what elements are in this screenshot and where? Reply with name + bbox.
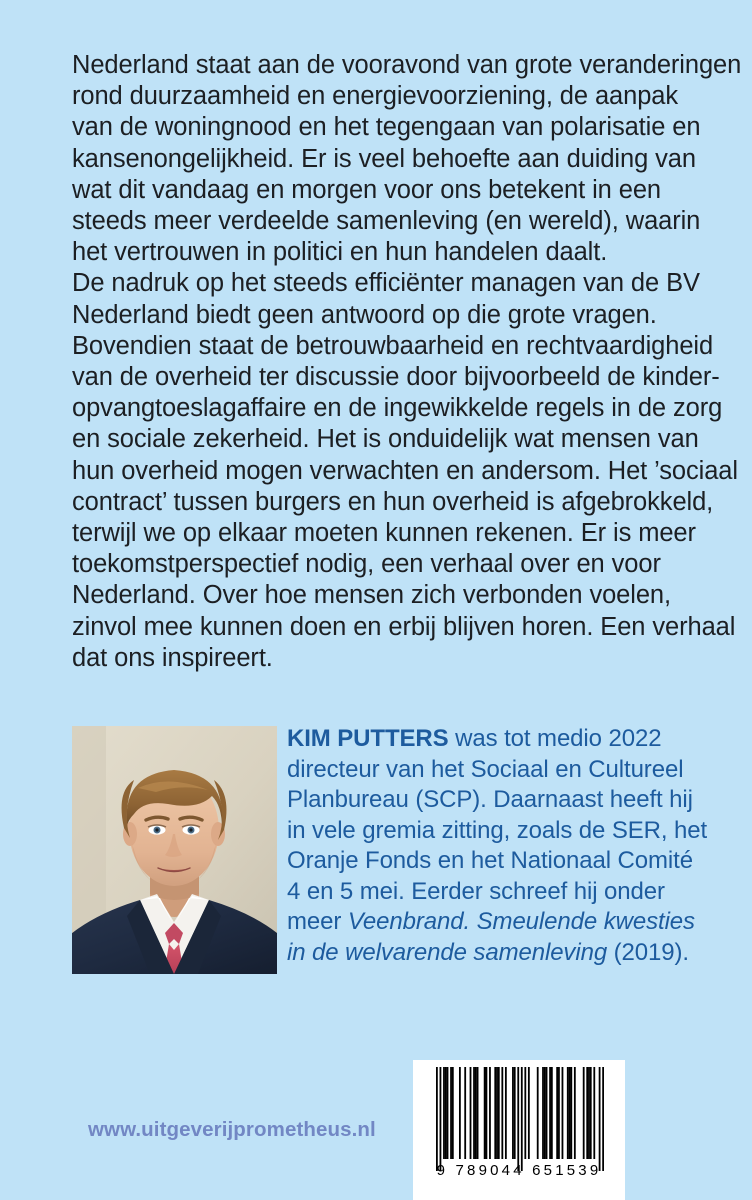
author-bio-segment: (2019). (607, 938, 689, 966)
blurb-line: toekomstperspectief nodig, een verhaal over en voor (72, 550, 661, 579)
author-bio-line: directeur van het Sociaal en Cultureel (287, 755, 684, 783)
author-bio-line: Oranje Fonds en het Nationaal Comité (287, 847, 693, 874)
author-bio-line (287, 724, 691, 755)
blurb-line: van de overheid ter discussie door bijvoorbeeld de kinder- (72, 363, 720, 392)
author-bio-line: in vele gremia zitting, zoals de SER, het (287, 816, 708, 844)
author-bio-text (287, 724, 708, 968)
author-portrait-photo (72, 726, 277, 974)
blurb-line: dat ons inspireert. (72, 643, 273, 672)
blurb-line: Nederland biedt geen antwoord op die grote vragen. (72, 300, 657, 329)
blurb-line: terwijl we op elkaar moeten kunnen rekenen. Er is meer (72, 519, 696, 548)
blurb-line: opvangtoeslagaffaire en de ingewikkelde regels in de zorg (72, 394, 723, 423)
blurb-line: kansenongelijkheid. Er is veel behoefte aan duiding van (72, 144, 696, 173)
blurb-line: wat dit vandaag en morgen voor ons betekent in een (72, 175, 661, 204)
blurb-line: steeds meer verdeelde samenleving (en wereld), waarin (72, 207, 701, 236)
author-name: KIM PUTTERS (287, 725, 449, 752)
author-bio-line (287, 938, 691, 969)
blurb-line: van de woningnood en het tegengaan van polarisatie en (72, 113, 701, 142)
blurb-line: De nadruk op het steeds efficiënter managen van de BV (72, 269, 700, 298)
author-bio-line (287, 907, 695, 938)
author-bio-line: 4 en 5 mei. Eerder schreef hij onder (287, 877, 665, 905)
author-bio-segment: meer (287, 908, 348, 935)
author-bio-segment: was tot medio 2022 (448, 725, 662, 752)
book-title-italic: Veenbrand. Smeulende kwesties (347, 908, 695, 935)
blurb-paragraph (72, 50, 742, 674)
barcode-panel (413, 1060, 625, 1200)
isbn-number: 9 789044 651539 (436, 1162, 602, 1179)
blurb-line: Nederland. Over hoe mensen zich verbonden voelen, (72, 581, 671, 610)
blurb-line: rond duurzaamheid en energievoorziening, de aanpak (72, 82, 679, 111)
blurb-line: contract’ tussen burgers en hun overheid is afgebrokkeld, (72, 487, 714, 516)
blurb-line: zinvol mee kunnen doen en erbij blijven horen. Een verhaal (72, 612, 736, 641)
blurb-line: Bovendien staat de betrouwbaarheid en rechtvaardigheid (72, 331, 714, 360)
blurb-line: Nederland staat aan de vooravond van grote veranderingen (72, 51, 742, 79)
isbn-barcode (436, 1067, 604, 1171)
author-bio-line: Planbureau (SCP). Daarnaast heeft hij (287, 786, 693, 813)
blurb-line: het vertrouwen in politici en hun handelen daalt. (72, 238, 608, 267)
blurb-line: en sociale zekerheid. Het is onduidelijk wat mensen van (72, 425, 699, 454)
blurb-line: hun overheid mogen verwachten en andersom. Het ’sociaal (72, 456, 738, 485)
book-title-italic: in de welvarende samenleving (287, 938, 608, 966)
publisher-url[interactable]: www.uitgeverijprometheus.nl (88, 1118, 376, 1141)
